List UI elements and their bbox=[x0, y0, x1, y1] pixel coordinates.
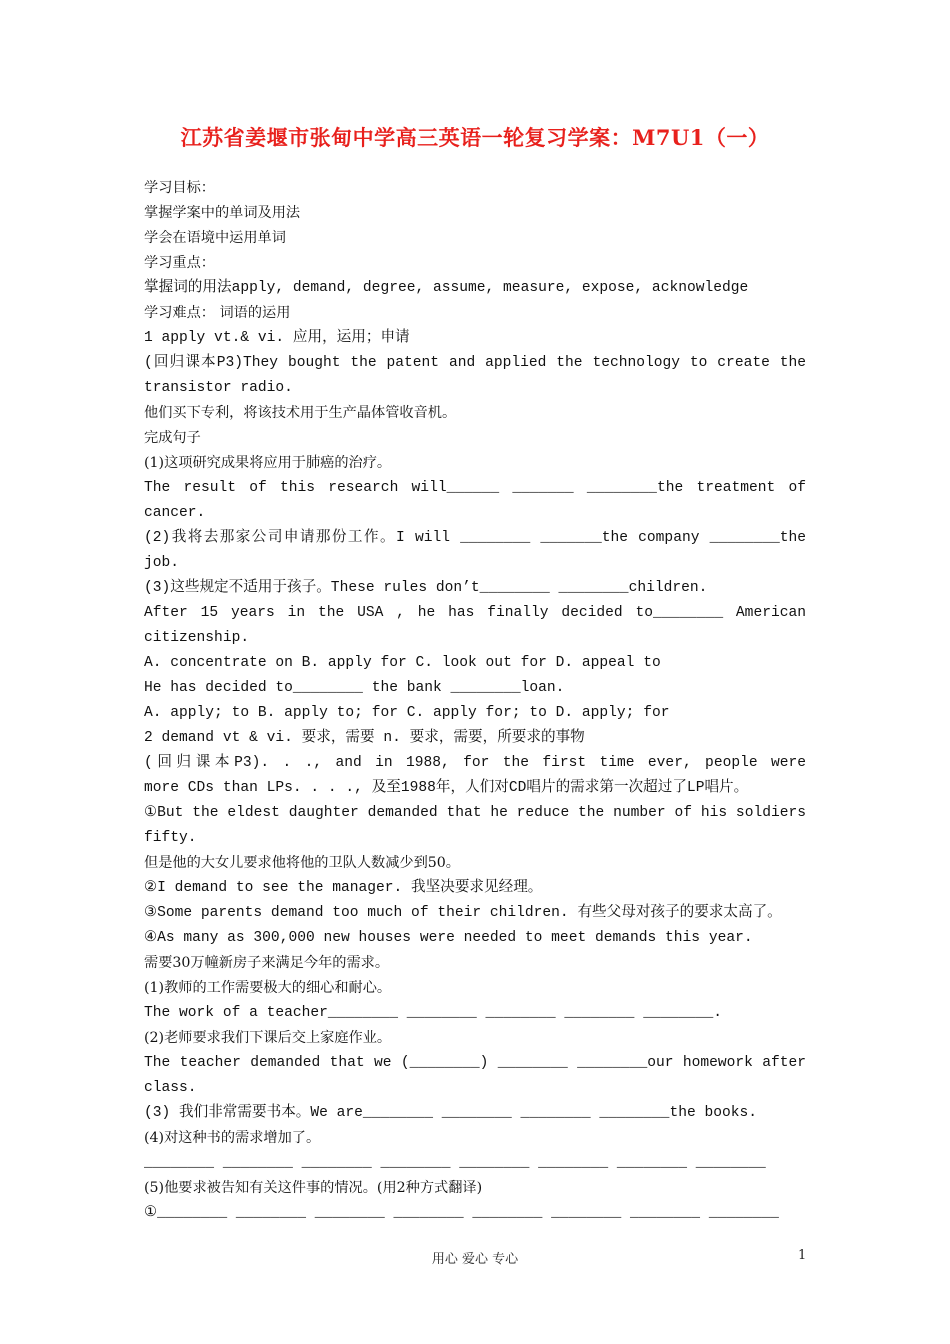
text-line: 完成句子 bbox=[144, 430, 201, 446]
text-line: (4)对这种书的需求增加了。 bbox=[144, 1130, 321, 1146]
text-line: 但是他的大女儿要求他将他的卫队人数减少到50。 bbox=[144, 855, 460, 871]
text-line: ④As many as 300,000 new houses were needed to meet demands this year. bbox=[144, 930, 753, 946]
text-line: 学习重点： bbox=[144, 255, 215, 271]
text-line: ③Some parents demand too much of their children. 有些父母对孩子的要求太高了。 bbox=[144, 905, 782, 921]
document-body bbox=[144, 176, 806, 1226]
footer-text: 用心 爱心 专心 bbox=[431, 1252, 519, 1267]
text-line: 1 apply vt.& vi. 应用，运用；申请 bbox=[144, 330, 410, 346]
text-line: ________ ________ ________ ________ ________ ________ ________ ________ bbox=[144, 1155, 766, 1171]
text-line: 学会在语境中运用单词 bbox=[144, 230, 286, 246]
text-line: (1)教师的工作需要极大的细心和耐心。 bbox=[144, 980, 392, 996]
text-line: 2 demand vt & vi. 要求，需要 n. 要求，需要，所要求的事物 bbox=[144, 730, 585, 746]
text-line: cancer. bbox=[144, 505, 206, 521]
page-number: 1 bbox=[798, 1248, 807, 1263]
text-line: more CDs than LPs. . . ., 及至1988年，人们对CD唱片的需求第一次超过了LP唱片。 bbox=[144, 780, 749, 796]
text-line: transistor radio. bbox=[144, 380, 293, 396]
text-line: (5)他要求被告知有关这件事的情况。(用2种方式翻译) bbox=[144, 1180, 483, 1196]
text-line: 掌握词的用法apply, demand, degree, assume, measure, expose, acknowledge bbox=[144, 280, 749, 296]
text-line: ②I demand to see the manager. 我坚决要求见经理。 bbox=[144, 880, 543, 896]
text-line: citizenship. bbox=[144, 630, 250, 646]
page-title: 江苏省姜堰市张甸中学高三英语一轮复习学案：M7U1（一） bbox=[180, 125, 770, 150]
text-line: 他们买下专利，将该技术用于生产晶体管收音机。 bbox=[144, 405, 457, 421]
text-line: 掌握学案中的单词及用法 bbox=[144, 205, 301, 221]
text-line: (回归课本P3). . ., and in 1988, for the first time ever, people were bbox=[144, 755, 806, 771]
text-line: He has decided to________ the bank ________loan. bbox=[144, 680, 565, 696]
text-line: The teacher demanded that we (________) ________ ________our homework after bbox=[144, 1055, 806, 1071]
text-line: A. apply; to B. apply to; for C. apply for; to D. apply; for bbox=[144, 705, 670, 721]
text-line: class. bbox=[144, 1080, 197, 1096]
text-line: A. concentrate on B. apply for C. look out for D. appeal to bbox=[144, 655, 661, 671]
text-line: The result of this research will______ _______ ________the treatment of bbox=[144, 480, 806, 496]
text-line: The work of a teacher________ ________ ________ ________ ________. bbox=[144, 1005, 723, 1021]
text-line: 需要30万幢新房子来满足今年的需求。 bbox=[144, 955, 390, 971]
text-line: (1)这项研究成果将应用于肺癌的治疗。 bbox=[144, 455, 392, 471]
text-line: job. bbox=[144, 555, 180, 571]
text-line: fifty. bbox=[144, 830, 197, 846]
text-line: 学习难点： 词语的运用 bbox=[144, 305, 291, 321]
text-line: (3) 我们非常需要书本。We are________ ________ ________ ________the books. bbox=[144, 1105, 758, 1121]
text-line: ①________ ________ ________ ________ ________ ________ ________ ________ bbox=[144, 1205, 779, 1221]
text-line: (2)我将去那家公司申请那份工作。I will ________ _______the company ________the bbox=[144, 530, 806, 546]
text-line: (3)这些规定不适用于孩子。These rules don’t________ ________children. bbox=[144, 580, 708, 596]
text-line: (回归课本P3)They bought the patent and applied the technology to create the bbox=[144, 355, 806, 371]
text-line: 学习目标： bbox=[144, 180, 215, 196]
text-line: ①But the eldest daughter demanded that he reduce the number of his soldiers bbox=[144, 805, 806, 821]
text-line: After 15 years in the USA , he has finally decided to________ American bbox=[144, 605, 806, 621]
text-line: (2)老师要求我们下课后交上家庭作业。 bbox=[144, 1030, 392, 1046]
